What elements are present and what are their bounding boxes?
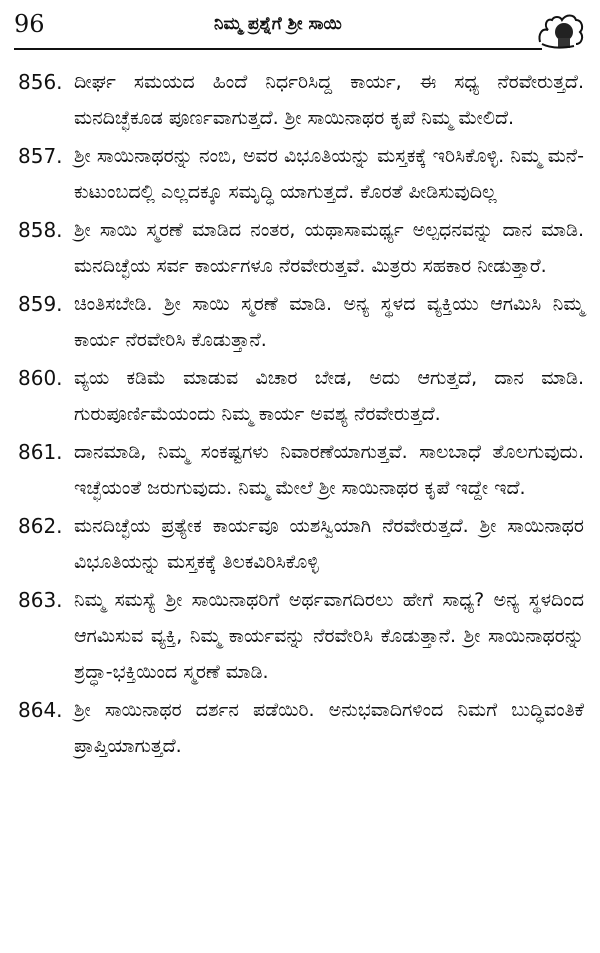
- entry-858: [18, 212, 584, 284]
- entries-list: [18, 64, 584, 766]
- entry-number: 864.: [18, 698, 63, 722]
- entry-number: 863.: [18, 588, 63, 612]
- entry-text: ಶ್ರೀ ಸಾಯಿನಾಥರನ್ನು ನಂಬಿ, ಅವರ ವಿಭೂತಿಯನ್ನು ಮಸ್ತಕಕ್ಕೆ ಇರಿಸಿಕೊಳ್ಳಿ. ನಿಮ್ಮ ಮನೆ-ಕುಟುಂಬದಲ್ಲಿ ಎಲ್ಲದಕ್ಕೂ ಸಮೃದ್ಧಿ ಯಾಗುತ್ತದೆ. ಕೊರತೆ ಪೀಡಿಸುವುದಿಲ್ಲ: [74, 145, 584, 203]
- entry-856: [18, 64, 584, 136]
- page-header: [14, 8, 586, 54]
- entry-857: [18, 138, 584, 210]
- entry-861: [18, 434, 584, 506]
- entry-text: ಚಿಂತಿಸಬೇಡಿ. ಶ್ರೀ ಸಾಯಿ ಸ್ಮರಣೆ ಮಾಡಿ. ಅನ್ಯ ಸ್ಥಳದ ವ್ಯಕ್ತಿಯು ಆಗಮಿಸಿ ನಿಮ್ಮ ಕಾರ್ಯ ನೆರವೇರಿಸಿ ಕೊಡುತ್ತಾನೆ.: [74, 293, 584, 351]
- page-number: 96: [14, 10, 45, 38]
- header-rule: [14, 48, 542, 50]
- entry-number: 856.: [18, 70, 63, 94]
- entry-864: [18, 692, 584, 764]
- entry-text: ನಿಮ್ಮ ಸಮಸ್ಯೆ ಶ್ರೀ ಸಾಯಿನಾಥರಿಗೆ ಅರ್ಥವಾಗದಿರಲು ಹೇಗೆ ಸಾಧ್ಯ? ಅನ್ಯ ಸ್ಥಳದಿಂದ ಆಗಮಿಸುವ ವ್ಯಕ್ತಿ, ನಿಮ್ಮ ಕಾರ್ಯವನ್ನು ನೆರವೇರಿಸಿ ಕೊಡುತ್ತಾನೆ. ಶ್ರೀ ಸಾಯಿನಾಥರನ್ನು ಶ್ರದ್ಧಾ-ಭಕ್ತಿಯಿಂದ ಸ್ಮರಣೆ ಮಾಡಿ.: [74, 589, 584, 683]
- entry-text: ದೀರ್ಘ ಸಮಯದ ಹಿಂದೆ ನಿರ್ಧರಿಸಿದ್ದ ಕಾರ್ಯ, ಈ ಸಧ್ಯ ನೆರವೇರುತ್ತದೆ. ಮನದಿಚ್ಛೆಕೂಡ ಪೂರ್ಣವಾಗುತ್ತದೆ. ಶ್ರೀ ಸಾಯಿನಾಥರ ಕೃಪೆ ನಿಮ್ಮ ಮೇಲಿದೆ.: [74, 71, 584, 129]
- entry-text: ಮನದಿಚ್ಛೆಯ ಪ್ರತ್ಯೇಕ ಕಾರ್ಯವೂ ಯಶಸ್ವಿಯಾಗಿ ನೆರವೇರುತ್ತದೆ. ಶ್ರೀ ಸಾಯಿನಾಥರ ವಿಭೂತಿಯನ್ನು ಮಸ್ತಕಕ್ಕೆ ತಿಲಕವಿರಿಸಿಕೊಳ್ಳಿ: [74, 515, 584, 573]
- entry-number: 861.: [18, 440, 63, 464]
- entry-number: 860.: [18, 366, 63, 390]
- entry-859: [18, 286, 584, 358]
- om-sai-baba-emblem-icon: [534, 8, 586, 52]
- entry-text: ವ್ಯಯ ಕಡಿಮೆ ಮಾಡುವ ವಿಚಾರ ಬೇಡ, ಅದು ಆಗುತ್ತದೆ, ದಾನ ಮಾಡಿ. ಗುರುಪೂರ್ಣಿಮೆಯಂದು ನಿಮ್ಮ ಕಾರ್ಯ ಅವಶ್ಯ ನೆರವೇರುತ್ತದೆ.: [74, 367, 584, 425]
- entry-number: 862.: [18, 514, 63, 538]
- entry-863: [18, 582, 584, 690]
- entry-number: 858.: [18, 218, 63, 242]
- entry-860: [18, 360, 584, 432]
- entry-number: 859.: [18, 292, 63, 316]
- entry-text: ಶ್ರೀ ಸಾಯಿನಾಥರ ದರ್ಶನ ಪಡೆಯಿರಿ. ಅನುಭವಾದಿಗಳಿಂದ ನಿಮಗೆ ಬುದ್ಧಿವಂತಿಕೆ ಪ್ರಾಪ್ತಿಯಾಗುತ್ತದೆ.: [74, 699, 584, 757]
- entry-862: [18, 508, 584, 580]
- entry-number: 857.: [18, 144, 63, 168]
- entry-text: ದಾನಮಾಡಿ, ನಿಮ್ಮ ಸಂಕಷ್ಟಗಳು ನಿವಾರಣೆಯಾಗುತ್ತವೆ. ಸಾಲಬಾಧೆ ತೊಲಗುವುದು. ಇಚ್ಛೆಯಂತೆ ಜರುಗುವುದು. ನಿಮ್ಮ ಮೇಲೆ ಶ್ರೀ ಸಾಯಿನಾಥರ ಕೃಪೆ ಇದ್ದೇ ಇದೆ.: [74, 441, 584, 499]
- running-title: ನಿಮ್ಮ ಪ್ರಶ್ನೆಗೆ ಶ್ರೀ ಸಾಯಿ: [214, 14, 342, 34]
- entry-text: ಶ್ರೀ ಸಾಯಿ ಸ್ಮರಣೆ ಮಾಡಿದ ನಂತರ, ಯಥಾಸಾಮರ್ಥ್ಯ ಅಲ್ಪಧನವನ್ನು ದಾನ ಮಾಡಿ. ಮನದಿಚ್ಛೆಯ ಸರ್ವ ಕಾರ್ಯಗಳೂ ನೆರವೇರುತ್ತವೆ. ಮಿತ್ರರು ಸಹಕಾರ ನೀಡುತ್ತಾರೆ.: [74, 219, 584, 277]
